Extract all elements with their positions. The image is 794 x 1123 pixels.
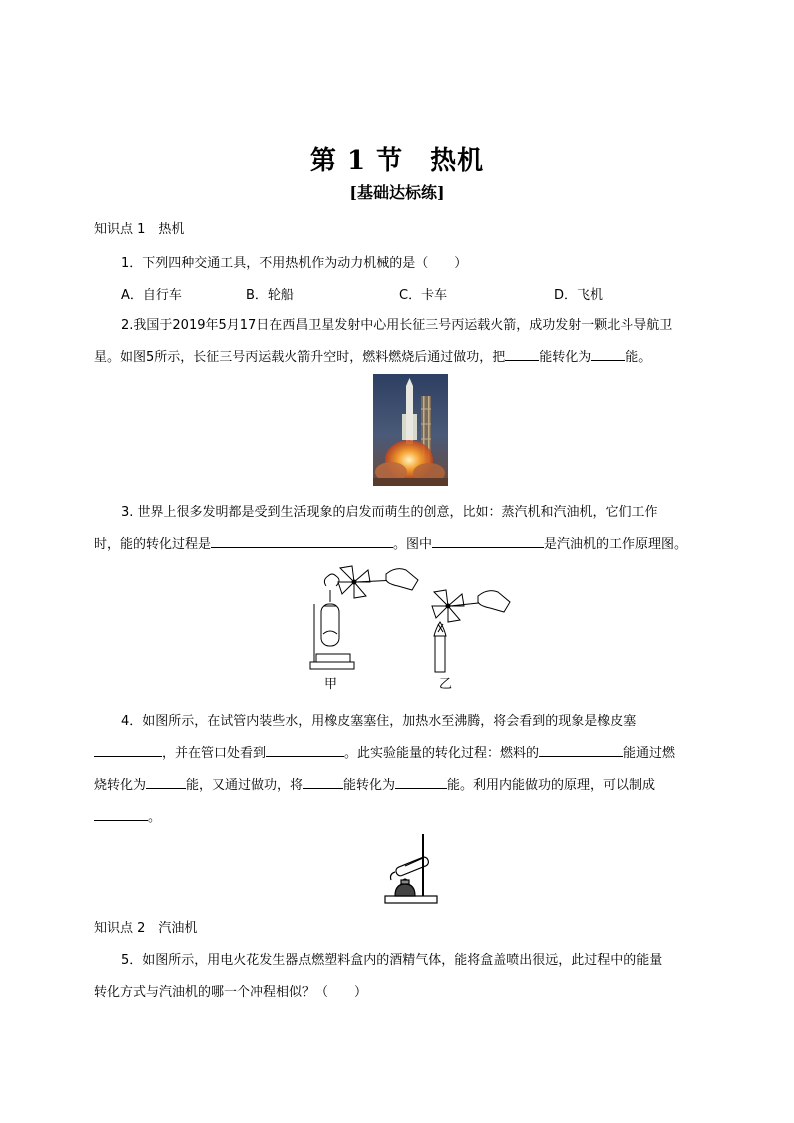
q3-text-c: 是汽油机的工作原理图。 [544,537,688,552]
figure-label-yi: 乙 [439,677,453,692]
answer-blank[interactable] [94,808,148,821]
q3-text-a: 时，能的转化过程是 [94,537,212,552]
rocket-launch-photo [373,374,448,486]
page-subtitle: [基础达标练] [349,183,445,202]
question-3-line-2 [94,533,687,552]
q2-text-a: 星。如图5所示，长征三号丙运载火箭升空时，燃料燃烧后通过做功，把 [94,350,506,365]
answer-blank[interactable] [395,776,447,789]
answer-blank[interactable] [591,348,625,361]
test-tube-heating-figure [383,832,441,906]
section-heading-2: 知识点 2 汽油机 [94,921,198,936]
answer-blank[interactable] [303,776,343,789]
question-4-line-3 [94,774,655,793]
pinwheel-experiment-figure [302,564,522,692]
q2-text-b: 能转化为 [539,350,592,365]
answer-blank[interactable] [146,776,186,789]
q4-text-g: 能。利用内能做功的原理，可以制成 [447,778,656,793]
question-2-line-2 [94,346,651,365]
question-4-line-2 [94,742,675,761]
answer-blank[interactable] [539,744,623,757]
answer-blank[interactable] [432,535,544,548]
q3-text-b: 。图中 [393,537,433,552]
q1-option-c: C．卡车 [399,288,448,303]
answer-blank[interactable] [94,744,162,757]
q2-text-c: 能。 [625,350,652,365]
q4-text-f: 能转化为 [343,778,396,793]
answer-blank[interactable] [266,744,344,757]
q4-text-h: 。 [148,810,162,825]
answer-blank[interactable] [211,535,393,548]
q1-option-b: B．轮船 [246,288,294,303]
answer-blank[interactable] [505,348,539,361]
question-5-line-1: 5．如图所示，用电火花发生器点燃塑料盒内的酒精气体，能将盒盖喷出很远，此过程中的能量 [121,953,663,968]
q4-text-e: 能，又通过做功，将 [186,778,304,793]
question-5-line-2: 转化方式与汽油机的哪一个冲程相似？（ ） [94,985,368,1000]
q1-option-d: D．飞机 [554,288,604,303]
q4-text-a: ，并在管口处看到 [162,746,267,761]
page-title: 第 1 节 热机 [309,146,485,176]
q1-option-a: A．自行车 [121,288,182,303]
question-2-line-1: 2.我国于2019年5月17日在西昌卫星发射中心用长征三号丙运载火箭，成功发射一颗北斗导航卫 [121,318,673,333]
q4-text-d: 烧转化为 [94,778,147,793]
question-1-text: 1．下列四种交通工具，不用热机作为动力机械的是（ ） [121,256,468,271]
question-3-line-1: 3. 世界上很多发明都是受到生活现象的启发而萌生的创意，比如：蒸汽机和汽油机，它们工作 [121,505,658,520]
q4-text-b: 。此实验能量的转化过程：燃料的 [344,746,540,761]
q4-text-c: 能通过燃 [623,746,676,761]
section-heading-1: 知识点 1 热机 [94,222,185,237]
figure-label-jia: 甲 [324,677,338,692]
question-4-line-4 [94,806,161,825]
question-4-line-1: 4．如图所示，在试管内装些水，用橡皮塞塞住，加热水至沸腾，将会看到的现象是橡皮塞 [121,714,637,729]
